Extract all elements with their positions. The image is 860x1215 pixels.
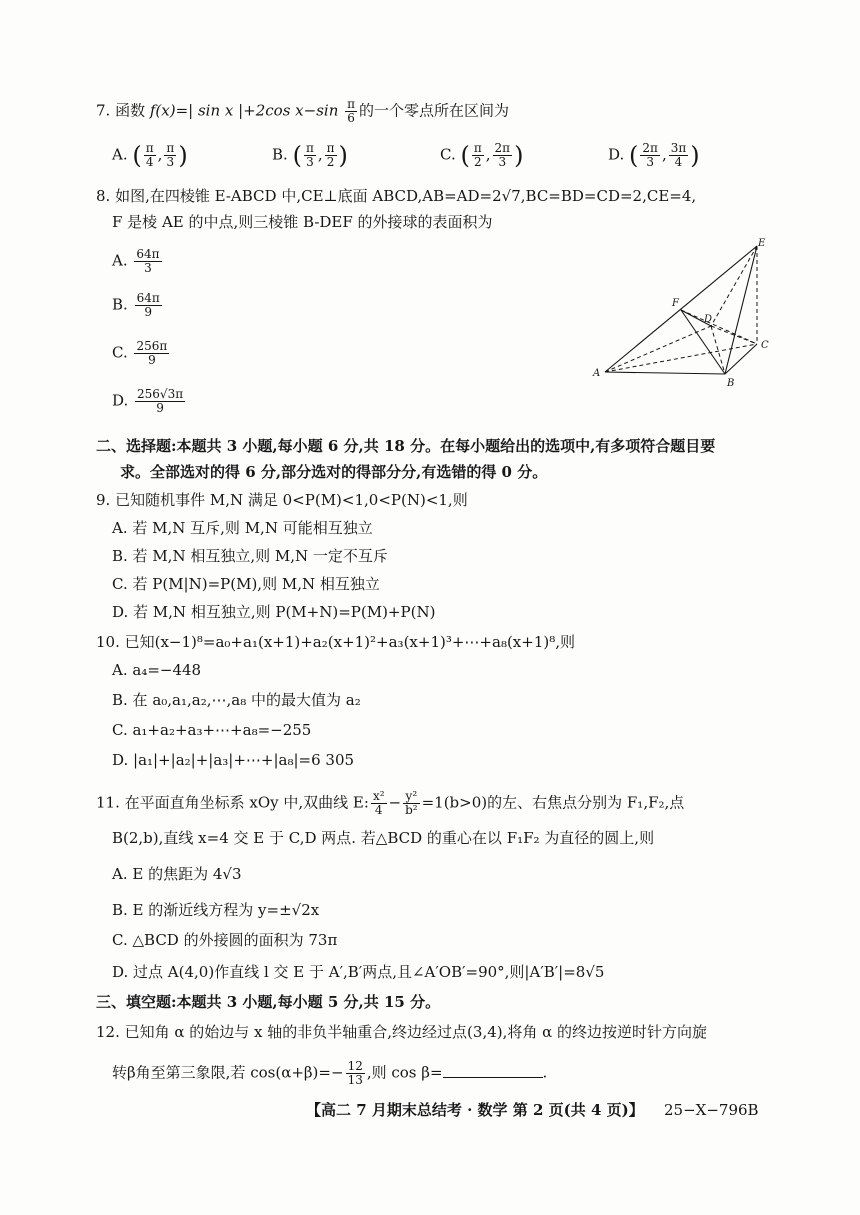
footer-page-info: 【高二 7 月期末总结考 · 数学 第 2 页(共 4 页)】: [306, 1101, 644, 1119]
label-e: E: [758, 238, 766, 249]
q9-stem: 9. 已知随机事件 M,N 满足 0<P(M)<1,0<P(N)<1,则: [96, 491, 468, 509]
q8-stem-line1: 8. 如图,在四棱锥 E-ABCD 中,CE⊥底面 ABCD,AB=AD=2√7,BC=BD=CD=2,CE=4,: [96, 187, 697, 205]
q8-option-d: D. $\frac{256√3\pi}{9}$: [112, 387, 184, 415]
q7-option-c: C. ( $\frac{\pi}{2}$ , $\frac{2\pi}{3}$ ): [440, 141, 524, 170]
edge-eb: [725, 246, 757, 374]
label-b: B: [727, 378, 735, 389]
edge-ad: [605, 326, 711, 372]
q8-option-a: A. $\frac{64\pi}{3}$: [112, 247, 160, 275]
q12-stem-line2: 转β角至第三象限,若 cos(α+β)=− $\frac{12}{13}$ ,则 cos β= .: [112, 1059, 548, 1087]
q9-option-a: A. 若 M,N 互斥,则 M,N 可能相互独立: [112, 519, 373, 537]
edge-ac: [605, 344, 757, 372]
edge-ae: [605, 246, 757, 372]
answer-blank[interactable]: [443, 1063, 543, 1078]
q9-option-b: B. 若 M,N 相互独立,则 M,N 一定不互斥: [112, 547, 388, 565]
q11-option-c: C. △BCD 的外接圆的面积为 73π: [112, 931, 338, 949]
q10-option-a: A. a₄=−448: [112, 661, 202, 679]
edge-dc: [711, 326, 757, 344]
q9-option-d: D. 若 M,N 相互独立,则 P(M+N)=P(M)+P(N): [112, 603, 436, 621]
q11-option-a: A. E 的焦距为 4√3: [112, 865, 242, 883]
edge-bc: [725, 344, 757, 374]
q10-option-d: D. |a₁|+|a₂|+|a₃|+⋯+|a₈|=6 305: [112, 751, 355, 769]
label-f: F: [672, 298, 679, 309]
pi-over-6: $\frac{\pi}{6}$: [347, 97, 356, 125]
q10-option-c: C. a₁+a₂+a₃+⋯+a₈=−255: [112, 721, 312, 739]
pyramid-figure: [585, 234, 785, 394]
q10-option-b: B. 在 a₀,a₁,a₂,⋯,a₈ 中的最大值为 a₂: [112, 691, 361, 709]
q12-stem-line1: 12. 已知角 α 的始边与 x 轴的非负半轴重合,终边经过点(3,4),将角 α 的终边按逆时针方向旋: [96, 1023, 708, 1041]
section2-heading-line2: 求。全部选对的得 6 分,部分选对的得部分分,有选错的得 0 分。: [120, 463, 548, 481]
q7-stem: 7. 函数 f(x)=| sin x |+2cos x−sin $\frac{\pi}{6}$ 的一个零点所在区间为: [96, 97, 510, 125]
q11-option-d: D. 过点 A(4,0)作直线 l 交 E 于 A′,B′两点,且∠A′OB′=90°,则|A′B′|=8√5: [112, 963, 605, 981]
label-a: A: [593, 368, 601, 379]
q11-stem-line2: B(2,b),直线 x=4 交 E 于 C,D 两点. 若△BCD 的重心在以 F₁F₂ 为直径的圆上,则: [112, 829, 655, 847]
edge-ed: [711, 246, 757, 326]
section3-heading: 三、填空题:本题共 3 小题,每小题 5 分,共 15 分。: [96, 993, 441, 1011]
q8-option-c: C. $\frac{256\pi}{9}$: [112, 339, 168, 367]
q11-stem-line1: 11. 在平面直角坐标系 xOy 中,双曲线 E: $\frac{\text{x²}}{4}$ − $\frac{\text{y²}}{\text{b²}}$ =1(b>0)的左、右焦点分别为 F₁,F₂,点: [96, 789, 685, 817]
q7-option-d: D. ( $\frac{2\pi}{3}$ , $\frac{3\pi}{4}$ ): [608, 141, 700, 170]
q8-stem-line2: F 是棱 AE 的中点,则三棱锥 B-DEF 的外接球的表面积为: [112, 213, 493, 231]
label-d: D: [704, 314, 713, 325]
label-c: C: [761, 340, 769, 351]
q10-stem: 10. 已知(x−1)⁸=a₀+a₁(x+1)+a₂(x+1)²+a₃(x+1)³+⋯+a₈(x+1)⁸,则: [96, 633, 576, 651]
section2-heading-line1: 二、选择题:本题共 3 小题,每小题 6 分,共 18 分。在每小题给出的选项中,有多项符合题目要: [96, 437, 716, 455]
q7-option-a: A. ( $\frac{\pi}{4}$ , $\frac{\pi}{3}$ ): [112, 141, 188, 170]
q7-option-b: B. ( $\frac{\pi}{3}$ , $\frac{\pi}{2}$ ): [272, 141, 348, 170]
q8-option-b: B. $\frac{64\pi}{9}$: [112, 291, 160, 319]
q9-option-c: C. 若 P(M|N)=P(M),则 M,N 相互独立: [112, 575, 380, 593]
q11-option-b: B. E 的渐近线方程为 y=±√2x: [112, 901, 320, 919]
footer-code: 25−X−796B: [664, 1101, 759, 1119]
edge-ab: [605, 372, 725, 374]
